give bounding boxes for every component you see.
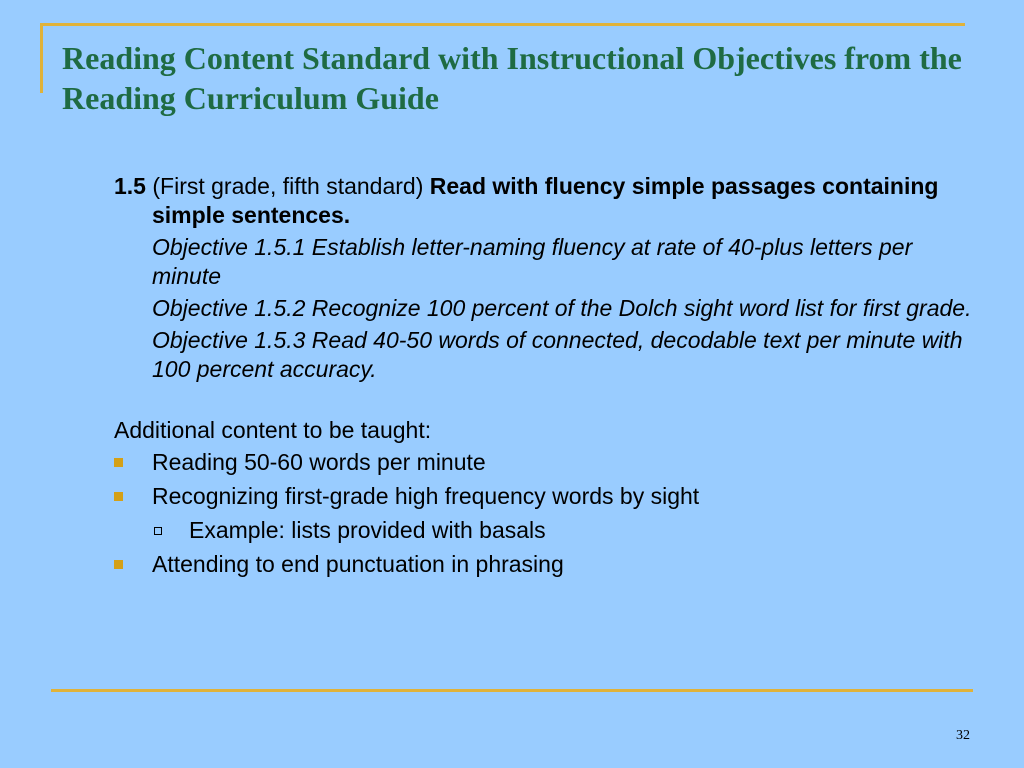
left-rule bbox=[40, 23, 43, 93]
sub-list-item-text: Example: lists provided with basals bbox=[189, 517, 546, 543]
list-item bbox=[114, 448, 974, 477]
objective-1-5-1: Objective 1.5.1 Establish letter-naming fluency at rate of 40-plus letters per minute bbox=[152, 234, 913, 289]
standard-grade-note: (First grade, fifth standard) bbox=[145, 173, 430, 199]
additional-content-list bbox=[114, 448, 974, 579]
list-item-text: Attending to end punctuation in phrasing bbox=[152, 551, 564, 577]
content-standard bbox=[114, 172, 974, 230]
slide-title: Reading Content Standard with Instructional Objectives from the Reading Curriculum Guide bbox=[62, 40, 962, 116]
hollow-square-bullet-icon bbox=[154, 527, 162, 535]
square-bullet-icon bbox=[114, 560, 123, 569]
list-item-text: Reading 50-60 words per minute bbox=[152, 449, 486, 475]
list-item-text: Recognizing first-grade high frequency words by sight bbox=[152, 483, 700, 509]
sub-list-item bbox=[114, 516, 974, 545]
list-item bbox=[114, 482, 974, 511]
standard-statement: Read with fluency simple passages containing simple sentences. bbox=[152, 173, 939, 228]
standard-number: 1.5 bbox=[114, 173, 146, 199]
list-item bbox=[114, 550, 974, 579]
objective-1-5-2: Objective 1.5.2 Recognize 100 percent of the Dolch sight word list for first grade. bbox=[152, 295, 972, 321]
page-number: 32 bbox=[956, 728, 970, 743]
square-bullet-icon bbox=[114, 492, 123, 501]
objective-1-5-3: Objective 1.5.3 Read 40-50 words of connected, decodable text per minute with 100 percent accuracy. bbox=[152, 327, 963, 382]
top-rule bbox=[40, 23, 965, 26]
square-bullet-icon bbox=[114, 458, 123, 467]
slide-body bbox=[114, 172, 974, 584]
bottom-rule bbox=[51, 689, 973, 692]
additional-content-heading: Additional content to be taught: bbox=[114, 417, 432, 443]
